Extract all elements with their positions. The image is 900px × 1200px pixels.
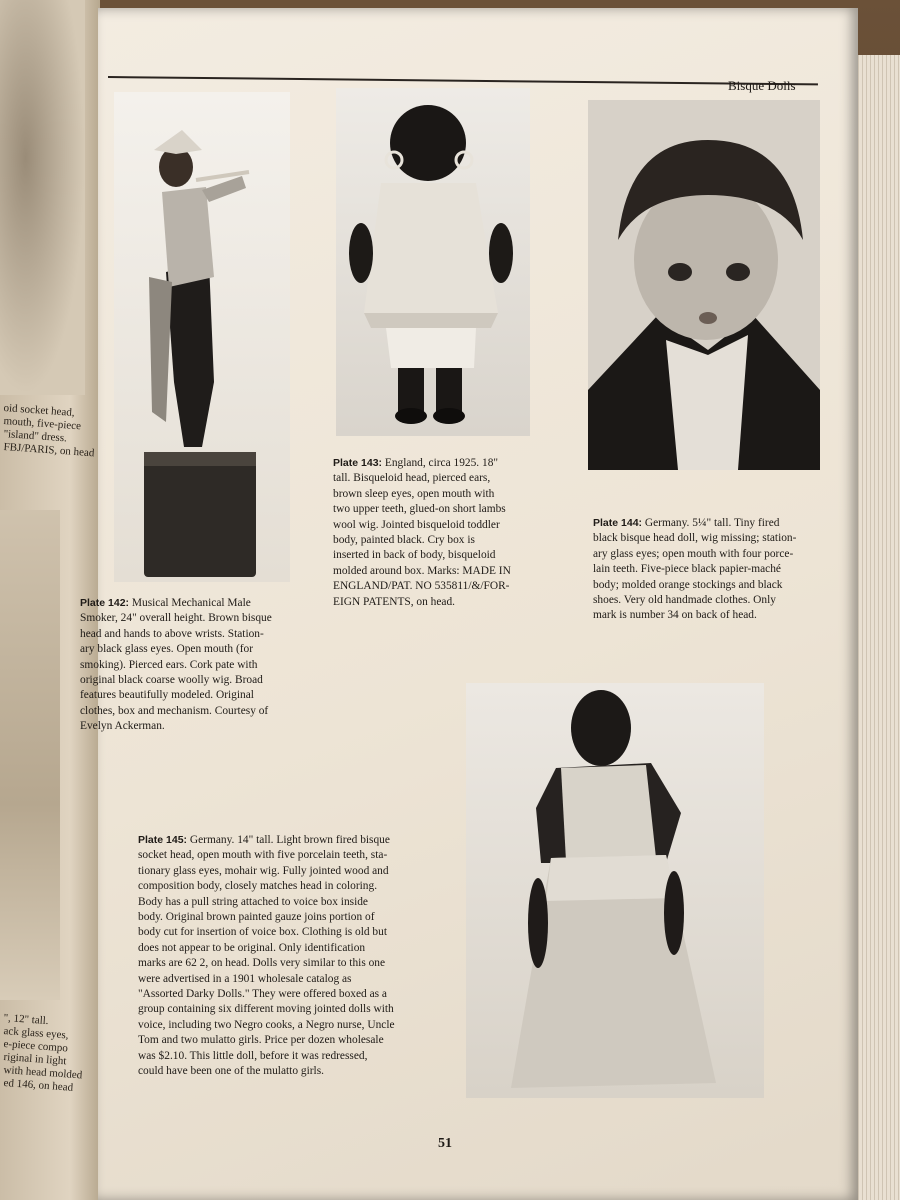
caption-line: tall. Bisqueloid head, pierced ears, xyxy=(333,472,491,485)
left-page-text-line: with head molded xyxy=(3,1064,83,1082)
book-page xyxy=(80,8,858,1200)
smoker-doll-illustration xyxy=(114,92,290,582)
caption-line: shoes. Very old handmade clothes. Only xyxy=(593,594,776,607)
caption-line: Musical Mechanical Male xyxy=(131,597,251,609)
caption-line: Evelyn Ackerman. xyxy=(80,720,165,733)
left-page-text-line: oid socket head, xyxy=(3,402,76,419)
caption-line: features beautifully modeled. Original xyxy=(80,689,254,702)
left-page-photo-top xyxy=(0,0,85,395)
caption-line: molded around box. Marks: MADE IN xyxy=(333,564,511,577)
caption-line: ary black glass eyes. Open mouth (for xyxy=(80,643,254,656)
plate-144-label: Plate 144: xyxy=(593,517,643,529)
caption-line: does not appear to be original. Only identification xyxy=(138,941,366,954)
header-rule xyxy=(108,76,818,85)
plate-142-photo xyxy=(114,92,290,582)
caption-line: body, painted black. Cry box is xyxy=(333,534,475,547)
caption-line: socket head, open mouth with five porcelain teeth, sta- xyxy=(138,849,388,862)
caption-line: Tom and two mulatto girls. Price per dozen wholesale xyxy=(138,1034,384,1047)
page-block-edge xyxy=(855,55,900,1200)
caption-line: two upper teeth, glued-on short lambs xyxy=(333,503,506,516)
plate-142-label: Plate 142: xyxy=(80,597,130,609)
caption-line: lain teeth. Five-piece black papier-maché xyxy=(593,563,781,576)
page-number: 51 xyxy=(438,1136,452,1151)
left-page-text-line: "island" dress. xyxy=(3,428,68,445)
caption-line: original black coarse woolly wig. Broad xyxy=(80,674,263,687)
caption-line: could have been one of the mulatto girls. xyxy=(138,1065,324,1078)
caption-line: was $2.10. This little doll, before it was redressed, xyxy=(138,1049,368,1062)
left-page-text-line: ed 146, on head xyxy=(3,1077,74,1094)
caption-line: voice, including two Negro cooks, a Negro nurse, Uncle xyxy=(138,1018,395,1031)
caption-line: mark is number 34 on back of head. xyxy=(593,609,757,622)
caption-line: clothes, box and mechanism. Courtesy of xyxy=(80,704,269,717)
caption-line: head and hands to above wrists. Station- xyxy=(80,627,264,640)
plate-145-photo xyxy=(466,683,764,1098)
running-head: Bisque Dolls xyxy=(728,78,796,93)
plate-142-caption xyxy=(80,596,285,735)
plate-144-caption xyxy=(593,516,833,624)
left-page-text-line: ack glass eyes, xyxy=(3,1025,69,1042)
left-page-text-line: riginal in light xyxy=(3,1051,67,1068)
left-page-text-line: ", 12" tall. xyxy=(3,1012,49,1028)
plate-143-label: Plate 143: xyxy=(333,457,383,469)
caption-line: black bisque head doll, wig missing; station- xyxy=(593,532,797,545)
caption-line: brown sleep eyes, open mouth with xyxy=(333,487,495,500)
caption-line: Body has a pull string attached to voice box inside xyxy=(138,895,368,908)
caption-line: body; molded orange stockings and black xyxy=(593,578,783,591)
portrait-doll-illustration xyxy=(588,100,820,470)
plate-143-photo xyxy=(336,88,530,436)
caption-line: "Assorted Darky Dolls." They were offered boxed as a xyxy=(138,988,387,1001)
left-page-text-line: e-piece compo xyxy=(3,1038,69,1055)
caption-line: Germany. 14" tall. Light brown fired bisque xyxy=(189,834,390,846)
left-page-photo-bottom xyxy=(0,510,60,1000)
caption-line: wool wig. Jointed bisqueloid toddler xyxy=(333,518,500,531)
plate-145-caption xyxy=(138,833,442,1080)
caption-line: ary glass eyes; open mouth with four porce- xyxy=(593,547,794,560)
toddler-doll-illustration xyxy=(336,88,530,436)
left-page-text-line: FBJ/PARIS, on head xyxy=(3,441,95,460)
plate-144-photo xyxy=(588,100,820,470)
caption-line: body. Original brown painted gauze joins portion of xyxy=(138,911,375,924)
caption-line: tionary glass eyes, mohair wig. Fully jointed wood and xyxy=(138,864,389,877)
caption-line: body cut for insertion of voice box. Clothing is old but xyxy=(138,926,387,939)
caption-line: Smoker, 24" overall height. Brown bisque xyxy=(80,612,272,625)
left-page-text-line: mouth, five-piece xyxy=(3,415,82,433)
caption-line: England, circa 1925. 18" xyxy=(384,457,499,469)
caption-line: group containing six different moving jointed dolls with xyxy=(138,1003,394,1016)
caption-line: were advertised in a 1901 wholesale catalog as xyxy=(138,972,352,985)
caption-line: ENGLAND/PAT. NO 535811/&/FOR- xyxy=(333,580,510,593)
plate-143-caption xyxy=(333,456,543,610)
plate-145-label: Plate 145: xyxy=(138,834,188,846)
caption-line: marks are 62 2, on head. Dolls very similar to this one xyxy=(138,957,386,970)
caption-line: composition body, closely matches head in coloring. xyxy=(138,880,378,893)
caption-line: EIGN PATENTS, on head. xyxy=(333,595,456,608)
caption-line: Germany. 5¼" tall. Tiny fired xyxy=(644,517,780,529)
caption-line: smoking). Pierced ears. Cork pate with xyxy=(80,658,258,671)
caption-line: inserted in back of body, bisqueloid xyxy=(333,549,496,562)
gauze-dress-doll-illustration xyxy=(466,683,764,1098)
